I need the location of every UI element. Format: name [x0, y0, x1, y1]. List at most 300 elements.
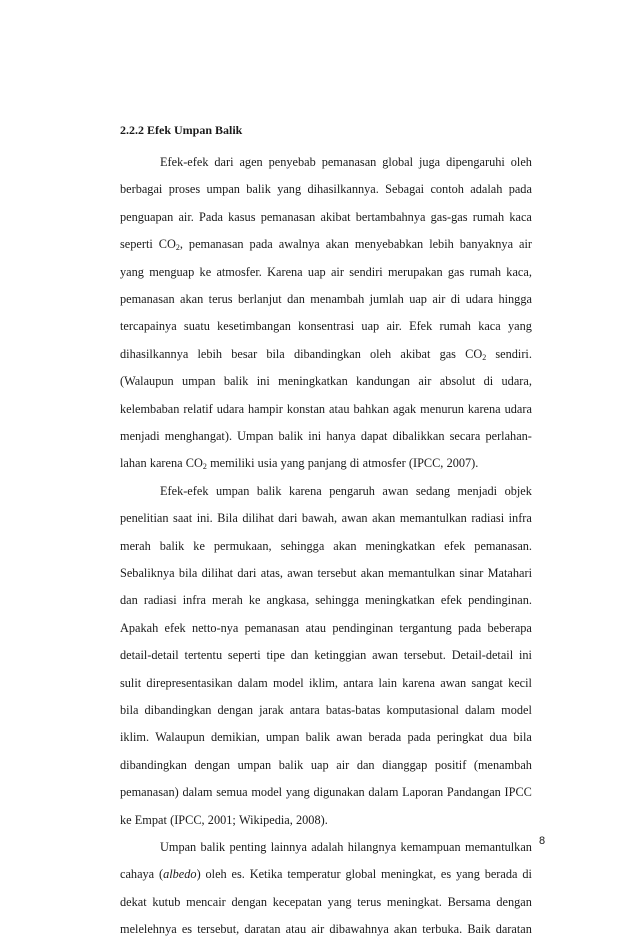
word: global: [382, 155, 414, 169]
word: menjadi: [120, 429, 160, 443]
word: dalam: [465, 703, 496, 717]
word: iklim.: [120, 730, 150, 745]
word: 2008).: [296, 812, 328, 827]
word: merah: [120, 538, 151, 553]
word: global: [345, 867, 377, 882]
text-line: [120, 591, 532, 609]
word: bertambahnya: [355, 209, 426, 224]
word: mencair: [186, 894, 226, 909]
word: air: [336, 757, 350, 772]
word: memantulkan: [388, 566, 456, 580]
word: Apakah: [120, 620, 159, 635]
word: dihasilkannya.: [307, 182, 379, 197]
word: dari: [214, 155, 234, 169]
text-line: [160, 153, 532, 171]
word: merah: [212, 593, 243, 608]
word: gas-gas: [430, 209, 468, 224]
word: meningkat.: [386, 894, 442, 909]
word: dengan: [194, 757, 231, 772]
word: menambah: [310, 292, 365, 306]
text-line: [120, 783, 532, 801]
word: awan: [440, 675, 467, 690]
word: menguap: [149, 264, 195, 279]
word: antara: [343, 675, 374, 690]
page-number: 8: [539, 835, 546, 847]
word: umpan: [265, 730, 300, 745]
word: air: [330, 264, 344, 279]
word: karena: [467, 401, 501, 416]
word: yang: [507, 319, 532, 334]
word: (albedo): [158, 867, 201, 882]
word: pemanasan): [120, 785, 179, 800]
text-line: [120, 756, 532, 774]
word: akan: [325, 237, 349, 252]
word: rumah: [439, 319, 471, 334]
word: umpan: [215, 483, 250, 498]
word: infra: [182, 593, 206, 608]
word: balik: [159, 538, 185, 553]
text-line: [120, 537, 532, 555]
word: dibawahnya: [329, 922, 389, 937]
word: menurun: [420, 401, 464, 416]
word: pemanasan: [188, 237, 244, 252]
word: pada: [407, 730, 431, 745]
word: air: [432, 292, 446, 306]
word: adalah: [311, 840, 344, 854]
word: daratan: [495, 922, 532, 937]
word: batas-batas: [325, 703, 381, 717]
word: memantulkan: [465, 840, 532, 854]
word: pemanasan.: [474, 538, 532, 553]
word: agak: [392, 401, 417, 416]
word: positif: [434, 757, 467, 772]
word: panjang: [307, 456, 347, 471]
word: ke: [120, 812, 132, 827]
word: demikian,: [210, 730, 260, 745]
word: gas: [439, 346, 456, 361]
word: dipengaruhi: [446, 155, 505, 169]
word: $CO_2$: [465, 346, 487, 362]
text-line: [120, 454, 532, 472]
word: infra: [508, 511, 532, 526]
word: akan: [180, 292, 204, 306]
word: permukaan,: [213, 538, 272, 553]
word: di: [522, 867, 532, 882]
word: dari: [278, 511, 298, 526]
word: iklim,: [308, 675, 339, 690]
word: karena: [149, 456, 183, 471]
word: objek: [504, 483, 532, 498]
word: pendinginan: [332, 620, 394, 635]
word: lebih: [429, 237, 454, 252]
word: sehingga: [280, 538, 325, 553]
word: Efek-efek: [160, 483, 209, 498]
word: udara,: [501, 374, 532, 389]
word: hanya: [326, 429, 356, 443]
word: oleh: [205, 867, 227, 882]
word: netto-nya: [191, 620, 239, 635]
word: akibat: [400, 346, 431, 361]
word: uap: [409, 292, 427, 306]
text-line: [120, 920, 532, 938]
word: tercapainya: [120, 319, 177, 334]
word: sinar: [459, 566, 484, 580]
word: dari: [237, 566, 257, 580]
word: angkasa,: [266, 593, 310, 608]
word: akan: [372, 511, 396, 526]
word: model: [251, 785, 283, 800]
word: IPCC: [504, 785, 532, 800]
word: kandungan: [356, 374, 411, 389]
word: pemanasan: [260, 209, 316, 224]
word: Karena: [267, 264, 303, 279]
word: melelehnya: [120, 922, 177, 937]
word: dianggap: [382, 757, 428, 772]
word: air: [418, 374, 432, 389]
word: lainnya: [270, 840, 307, 854]
word: menjadi: [457, 483, 498, 498]
word: banyaknya: [459, 237, 514, 252]
text-line: [120, 674, 532, 692]
word: digunakan: [313, 785, 365, 800]
word: balik: [246, 182, 271, 197]
word: Baik: [467, 922, 491, 937]
word: adalah: [470, 182, 503, 197]
word: bahkan: [353, 401, 390, 416]
word: tersebut.: [403, 648, 446, 663]
word: suatu: [183, 319, 210, 334]
word: tersebut,: [197, 922, 240, 937]
word: oleh: [510, 155, 532, 169]
word: dan: [287, 292, 305, 306]
word: pendinginan.: [468, 593, 532, 608]
word: absolut: [439, 374, 476, 389]
word: ke: [193, 538, 205, 553]
word: akan: [333, 538, 357, 553]
word: hingga: [498, 292, 532, 306]
word: pada: [458, 620, 482, 635]
word: perlahan-: [485, 429, 532, 443]
word: terus: [208, 292, 233, 306]
word: atau: [285, 922, 307, 937]
word: besar: [231, 346, 258, 361]
word: Bersama: [447, 894, 491, 909]
word: Umpan: [237, 429, 274, 443]
word: detail-detail: [120, 648, 179, 663]
text-line: [120, 400, 532, 418]
word: (menambah: [473, 757, 532, 772]
word: kelembaban: [120, 401, 180, 416]
word: sehingga: [315, 593, 359, 608]
word: uap: [310, 757, 329, 772]
word: antara: [289, 703, 320, 717]
word: saat: [173, 511, 193, 526]
word: terus: [357, 894, 382, 909]
word: efek: [440, 593, 462, 608]
word: awan: [341, 511, 368, 526]
word: ini: [308, 429, 322, 443]
word: berada: [484, 867, 518, 882]
word: $CO_2$,: [158, 237, 183, 253]
word: kutub: [152, 894, 181, 909]
word: merupakan: [387, 264, 443, 279]
word: oleh: [370, 346, 392, 361]
word: relatif: [183, 401, 213, 416]
word: lain: [378, 675, 397, 690]
word: berada: [368, 730, 402, 745]
word: Efek-efek: [160, 155, 209, 169]
word: berbagai: [120, 182, 163, 197]
word: ini.: [196, 511, 213, 526]
word: jarak: [259, 703, 284, 717]
word: radiasi: [143, 593, 177, 608]
word: Detail-detail: [451, 648, 514, 663]
word: (IPCC,: [408, 456, 444, 471]
word: air: [311, 922, 325, 937]
word: gas: [447, 264, 465, 279]
word: meningkat,: [381, 867, 437, 882]
word: berlanjut: [237, 292, 282, 306]
text-line: [120, 427, 532, 445]
word: ke: [199, 264, 212, 279]
word: Walaupun: [155, 730, 205, 745]
word: kesetimbangan: [217, 319, 291, 334]
word: radiasi: [471, 511, 505, 526]
word: dalam: [182, 785, 213, 800]
word: yang: [120, 264, 144, 279]
word: pada: [508, 182, 532, 197]
text-line: [120, 893, 532, 911]
word: akan: [393, 922, 418, 937]
word: udara: [504, 401, 532, 416]
text-line: [120, 372, 532, 390]
text-line: [120, 235, 532, 253]
word: dengan: [231, 894, 267, 909]
text-line: [120, 509, 532, 527]
word: air.: [178, 209, 194, 224]
word: umpan: [206, 182, 240, 197]
word: pada: [249, 237, 273, 252]
word: dan: [120, 593, 138, 608]
text-line: [120, 208, 532, 226]
word: kaca,: [506, 264, 532, 279]
word: konsentrasi: [298, 319, 355, 334]
word: rumah: [472, 209, 505, 224]
word: rumah: [469, 264, 502, 279]
word: 2001;: [207, 812, 236, 827]
word: atmosfer.: [216, 264, 262, 279]
word: Ketika: [249, 867, 283, 882]
word: awan: [372, 648, 399, 663]
text-line: [160, 482, 532, 500]
word: Laporan: [402, 785, 444, 800]
word: balik: [278, 429, 304, 443]
word: ini: [518, 648, 532, 663]
text-line: [120, 728, 532, 746]
word: es: [181, 922, 193, 937]
word: Efek: [409, 319, 433, 334]
word: balik: [200, 840, 226, 854]
word: uap: [307, 264, 326, 279]
text-line: [120, 317, 532, 335]
word: (Walaupun: [120, 374, 174, 389]
word: penelitian: [120, 511, 169, 526]
word: dalam: [368, 785, 399, 800]
word: umpan: [182, 374, 216, 389]
word: atau: [329, 401, 350, 416]
word: sangat: [471, 675, 503, 690]
word: bila: [178, 566, 198, 580]
word: Empat: [134, 812, 167, 827]
word: efek: [164, 620, 186, 635]
word: seperti: [227, 648, 261, 663]
word: penyebab: [268, 155, 316, 169]
word: proses: [168, 182, 201, 197]
word: ke: [248, 593, 261, 608]
word: temperatur: [287, 867, 341, 882]
word: meningkatkan: [365, 593, 435, 608]
word: sendiri: [349, 264, 383, 279]
word: dengan: [496, 894, 532, 909]
word: akan: [360, 566, 384, 580]
word: kasus: [228, 209, 256, 224]
word: Sebagai: [385, 182, 425, 197]
word: es: [440, 867, 452, 882]
word: yang: [280, 456, 305, 471]
word: dalam: [237, 675, 268, 690]
word: kecil: [508, 675, 532, 690]
word: semua: [216, 785, 248, 800]
word: (IPCC,: [170, 812, 205, 827]
word: hilangnya: [347, 840, 397, 854]
word: sulit: [120, 675, 142, 690]
word: tersebut: [317, 566, 357, 580]
word: bila: [120, 703, 139, 717]
text-line: [120, 345, 532, 363]
word: sedang: [415, 483, 450, 498]
word: balik: [256, 483, 282, 498]
word: meningkatkan: [278, 374, 348, 389]
word: hampir: [248, 401, 283, 416]
word: atau: [305, 620, 327, 635]
word: es.: [231, 867, 245, 882]
word: atas,: [260, 566, 283, 580]
word: daratan: [244, 922, 281, 937]
word: awan: [382, 483, 409, 498]
word: dapat: [360, 429, 388, 443]
word: lahan: [120, 456, 147, 471]
word: dengan: [217, 703, 254, 717]
word: akibat: [320, 209, 351, 224]
word: dibalikkan: [392, 429, 445, 443]
word: Sebaliknya: [120, 566, 175, 580]
word: $CO_2$: [185, 456, 207, 472]
word: air: [519, 237, 532, 252]
word: balik: [278, 757, 304, 772]
word: udara: [216, 401, 245, 416]
word: terbuka.: [422, 922, 463, 937]
word: kaca: [509, 209, 532, 224]
word: 2007).: [446, 456, 479, 471]
word: direpresentasikan: [146, 675, 233, 690]
word: penting: [229, 840, 267, 854]
word: dekat: [120, 894, 147, 909]
text-line: [120, 646, 532, 664]
word: bila: [266, 346, 285, 361]
word: bawah,: [301, 511, 338, 526]
word: agen: [239, 155, 263, 169]
word: dibandingkan: [120, 757, 187, 772]
word: yang: [327, 894, 352, 909]
word: cahaya: [120, 867, 155, 882]
word: meningkatkan: [365, 538, 436, 553]
word: sendiri.: [495, 346, 532, 361]
word: efek: [444, 538, 466, 553]
word: balik: [305, 730, 331, 745]
word: dua: [489, 730, 508, 745]
word: di: [483, 374, 494, 389]
word: dan: [290, 648, 309, 663]
word: Pandangan: [446, 785, 501, 800]
word: pemanasan: [321, 155, 377, 169]
text-line: [120, 619, 532, 637]
word: tergantung: [399, 620, 452, 635]
word: Umpan: [160, 840, 197, 854]
word: karena: [402, 675, 435, 690]
word: menghangat).: [164, 429, 233, 443]
word: model: [501, 703, 532, 717]
word: dibandingkan: [144, 703, 212, 717]
word: atmosfer: [362, 456, 406, 471]
word: awalnya: [278, 237, 320, 252]
word: udara: [465, 292, 494, 306]
word: kecepatan: [272, 894, 322, 909]
word: yang: [277, 182, 302, 197]
word: umpan: [237, 757, 272, 772]
word: contoh: [430, 182, 464, 197]
word: pengaruh: [329, 483, 375, 498]
word: dihasilkannya: [120, 346, 189, 361]
word: tipe: [266, 648, 285, 663]
word: ini: [256, 374, 270, 389]
word: komputasional: [386, 703, 459, 717]
word: bila: [513, 730, 532, 745]
word: dilihat: [201, 566, 234, 580]
word: uap: [361, 319, 380, 334]
word: juga: [418, 155, 441, 169]
word: dibandingkan: [293, 346, 361, 361]
word: Bila: [217, 511, 238, 526]
text-line: [120, 564, 532, 582]
word: konstan: [286, 401, 326, 416]
word: air.: [386, 319, 402, 334]
word: secara: [449, 429, 481, 443]
word: balik: [223, 374, 249, 389]
word: yang: [455, 867, 480, 882]
word: di: [349, 456, 360, 471]
word: di: [450, 292, 461, 306]
word: lebih: [197, 346, 223, 361]
word: karena: [288, 483, 322, 498]
word: memiliki: [210, 456, 255, 471]
word: dilihat: [242, 511, 274, 526]
word: kaca: [478, 319, 501, 334]
word: awan: [336, 730, 363, 745]
word: ketinggian: [314, 648, 367, 663]
word: Wikipedia,: [239, 812, 293, 827]
section-heading: 2.2.2 Efek Umpan Balik: [120, 123, 243, 137]
word: Pada: [199, 209, 223, 224]
